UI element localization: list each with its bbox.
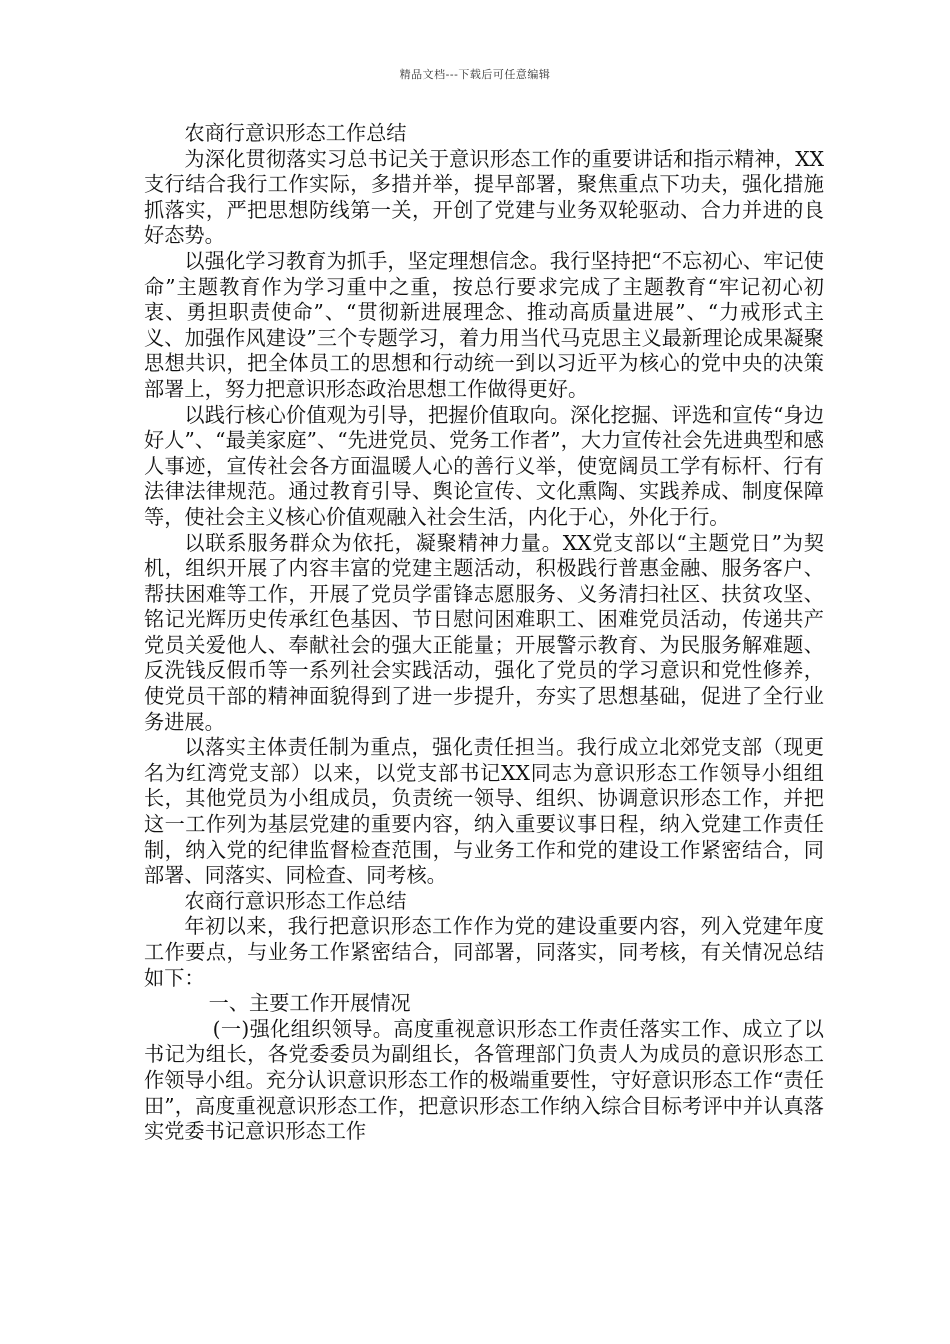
document-body	[144, 121, 824, 1145]
section-heading: 一、主要工作开展情况	[208, 991, 411, 1016]
document-title: 农商行意识形态工作总结	[184, 121, 407, 145]
paragraph: 年初以来，我行把意识形态工作作为党的建设重要内容，列入党建年度工作要点，与业务工作紧密结合，同部署，同落实，同考核，有关情况总结如下：	[144, 914, 824, 990]
paragraph: 以强化学习教育为抓手，坚定理想信念。我行坚持把“不忘初心、牢记使命”主题教育作为学习重中之重，按总行要求完成了主题教育“牢记初心初衷、勇担职责使命”、“贯彻新进展理念、推动高质量进展”、“力戒形式主义、加强作风建设”三个专题学习，着力用当代马克思主义最新理论成果凝聚思想共识，把全体员工的思想和行动统一到以习近平为核心的党中央的决策部署上，努力把意识形态政治思想工作做得更好。	[144, 248, 824, 401]
paragraph: 为深化贯彻落实习总书记关于意识形态工作的重要讲话和指示精神，XX支行结合我行工作实际，多措并举，提早部署，聚焦重点下功夫，强化措施抓落实，严把思想防线第一关，开创了党建与业务双轮驱动、合力并进的良好态势。	[144, 146, 824, 248]
list-item-paragraph: (一)强化组织领导。高度重视意识形态工作责任落实工作、成立了以书记为组长，各党委委员为副组长，各管理部门负责人为成员的意识形态工作领导小组。充分认识意识形态工作的极端重要性，守好意识形态工作“责任田”，高度重视意识形态工作，把意识形态工作纳入综合目标考评中并认真落实党委书记意识形态工作	[144, 1016, 824, 1144]
paragraph: 以联系服务群众为依托，凝聚精神力量。XX党支部以“主题党日”为契机，组织开展了内容丰富的党建主题活动，积极践行普惠金融、服务客户、帮扶困难等工作，开展了党员学雷锋志愿服务、义务清扫社区、扶贫攻坚、铭记光辉历史传承红色基因、节日慰问困难职工、困难党员活动，传递共产党员关爱他人、奉献社会的强大正能量；开展警示教育、为民服务解难题、反洗钱反假币等一系列社会实践活动，强化了党员的学习意识和党性修养，使党员干部的精神面貌得到了进一步提升，夯实了思想基础，促进了全行业务进展。	[144, 530, 824, 734]
document-title: 农商行意识形态工作总结	[184, 888, 407, 913]
paragraph: 以践行核心价值观为引导，把握价值取向。深化挖掘、评选和宣传“身边好人”、“最美家庭”、“先进党员、党务工作者”，大力宣传社会先进典型和感人事迹，宣传社会各方面温暖人心的善行义举，使宽阔员工学有标杆、行有法律法律规范。通过教育引导、舆论宣传、文化熏陶、实践养成、制度保障等，使社会主义核心价值观融入社会生活，内化于心，外化于行。	[144, 402, 824, 529]
page-header: 精品文档---下载后可任意编辑	[399, 68, 551, 81]
paragraph: 以落实主体责任制为重点，强化责任担当。我行成立北郊党支部（现更名为红湾党支部）以来，以党支部书记XX同志为意识形态工作领导小组组长，其他党员为小组成员，负责统一领导、组织、协调意识形态工作，并把这一工作列为基层党建的重要内容，纳入重要议事日程，纳入党建工作责任制，纳入党的纪律监督检查范围，与业务工作和党的建设工作紧密结合，同部署、同落实、同检查、同考核。	[144, 735, 824, 888]
